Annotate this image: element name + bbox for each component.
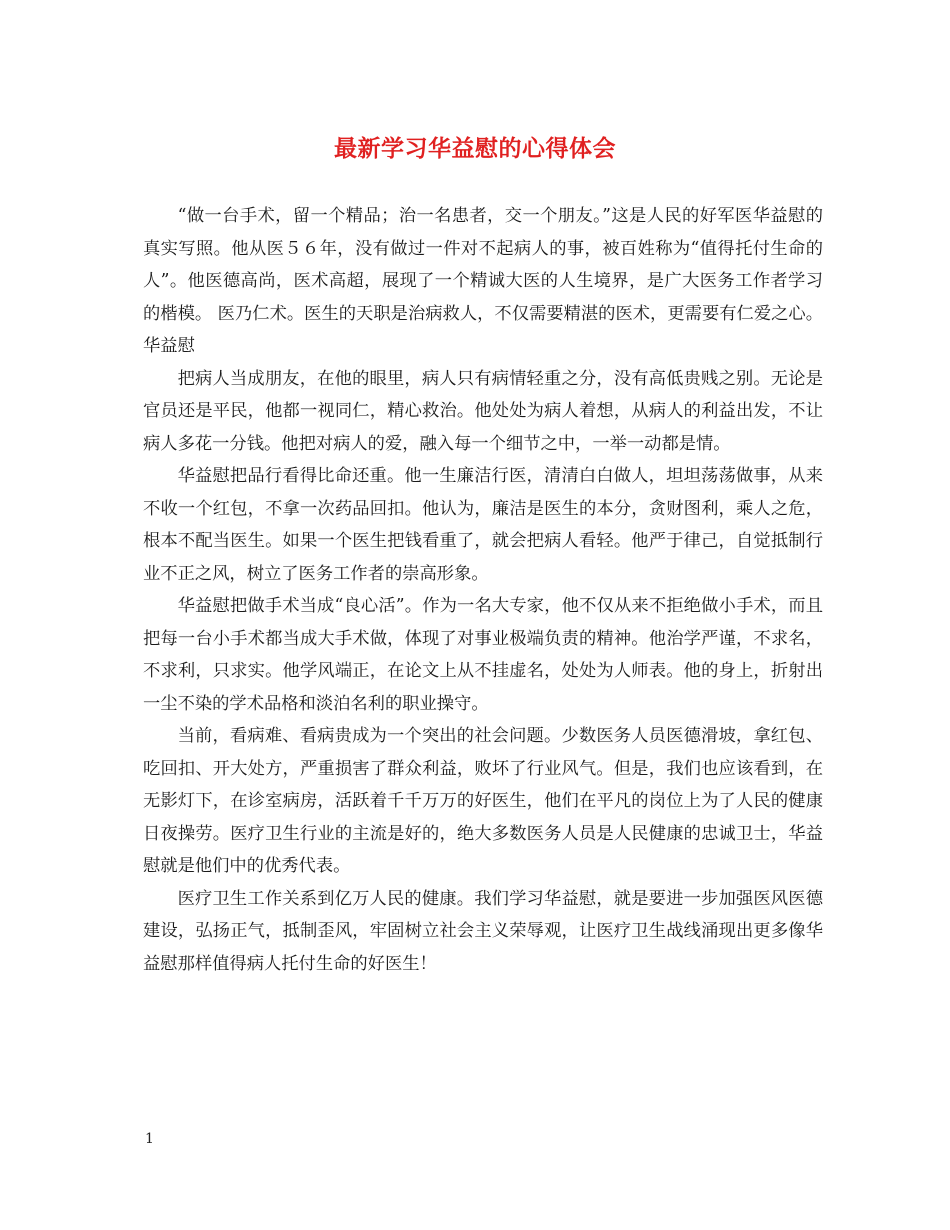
page-number: 1 bbox=[145, 1131, 154, 1147]
document-body bbox=[143, 200, 823, 980]
paragraph-3: 华益慰把品行看得比命还重。他一生廉洁行医，清清白白做人，坦坦荡荡做事，从来不收一个红包，不拿一次药品回扣。他认为，廉洁是医生的本分，贪财图利，乘人之危，根本不配当医生。如果一个医生把钱看重了，就会把病人看轻。他严于律己，自觉抵制行业不正之风，树立了医务工作者的崇高形象。 bbox=[143, 466, 823, 584]
paragraph-2: 把病人当成朋友，在他的眼里，病人只有病情轻重之分，没有高低贵贱之别。无论是官员还是平民，他都一视同仁，精心救治。他处处为病人着想，从病人的利益出发，不让病人多花一分钱。他把对病人的爱，融入每一个细节之中，一举一动都是情。 bbox=[143, 368, 823, 454]
paragraph-6: 医疗卫生工作关系到亿万人民的健康。我们学习华益慰，就是要进一步加强医风医德建设，弘扬正气，抵制歪风，牢固树立社会主义荣辱观，让医疗卫生战线涌现出更多像华益慰那样值得病人托付生命的好医生！ bbox=[143, 888, 823, 974]
paragraph-1: “做一台手术，留一个精品；治一名患者，交一个朋友。”这是人民的好军医华益慰的真实写照。他从医５６年，没有做过一件对不起病人的事，被百姓称为“值得托付生命的人”。他医德高尚，医术高超，展现了一个精诚大医的人生境界，是广大医务工作者学习的楷模。 医乃仁术。医生的天职是治病救人，不仅需要精湛的医术，更需要有仁爱之心。华益慰 bbox=[143, 206, 823, 356]
paragraph-5: 当前，看病难、看病贵成为一个突出的社会问题。少数医务人员医德滑坡，拿红包、吃回扣、开大处方，严重损害了群众利益，败坏了行业风气。但是，我们也应该看到，在无影灯下，在诊室病房，活跃着千千万万的好医生，他们在平凡的岗位上为了人民的健康日夜操劳。医疗卫生行业的主流是好的，绝大多数医务人员是人民健康的忠诚卫士，华益慰就是他们中的优秀代表。 bbox=[143, 726, 823, 876]
document-title: 最新学习华益慰的心得体会 bbox=[334, 136, 616, 162]
paragraph-4: 华益慰把做手术当成“良心活”。作为一名大专家，他不仅从来不拒绝做小手术，而且把每一台小手术都当成大手术做，体现了对事业极端负责的精神。他治学严谨，不求名，不求利，只求实。他学风端正，在论文上从不挂虚名，处处为人师表。他的身上，折射出一尘不染的学术品格和淡泊名利的职业操守。 bbox=[143, 596, 823, 714]
